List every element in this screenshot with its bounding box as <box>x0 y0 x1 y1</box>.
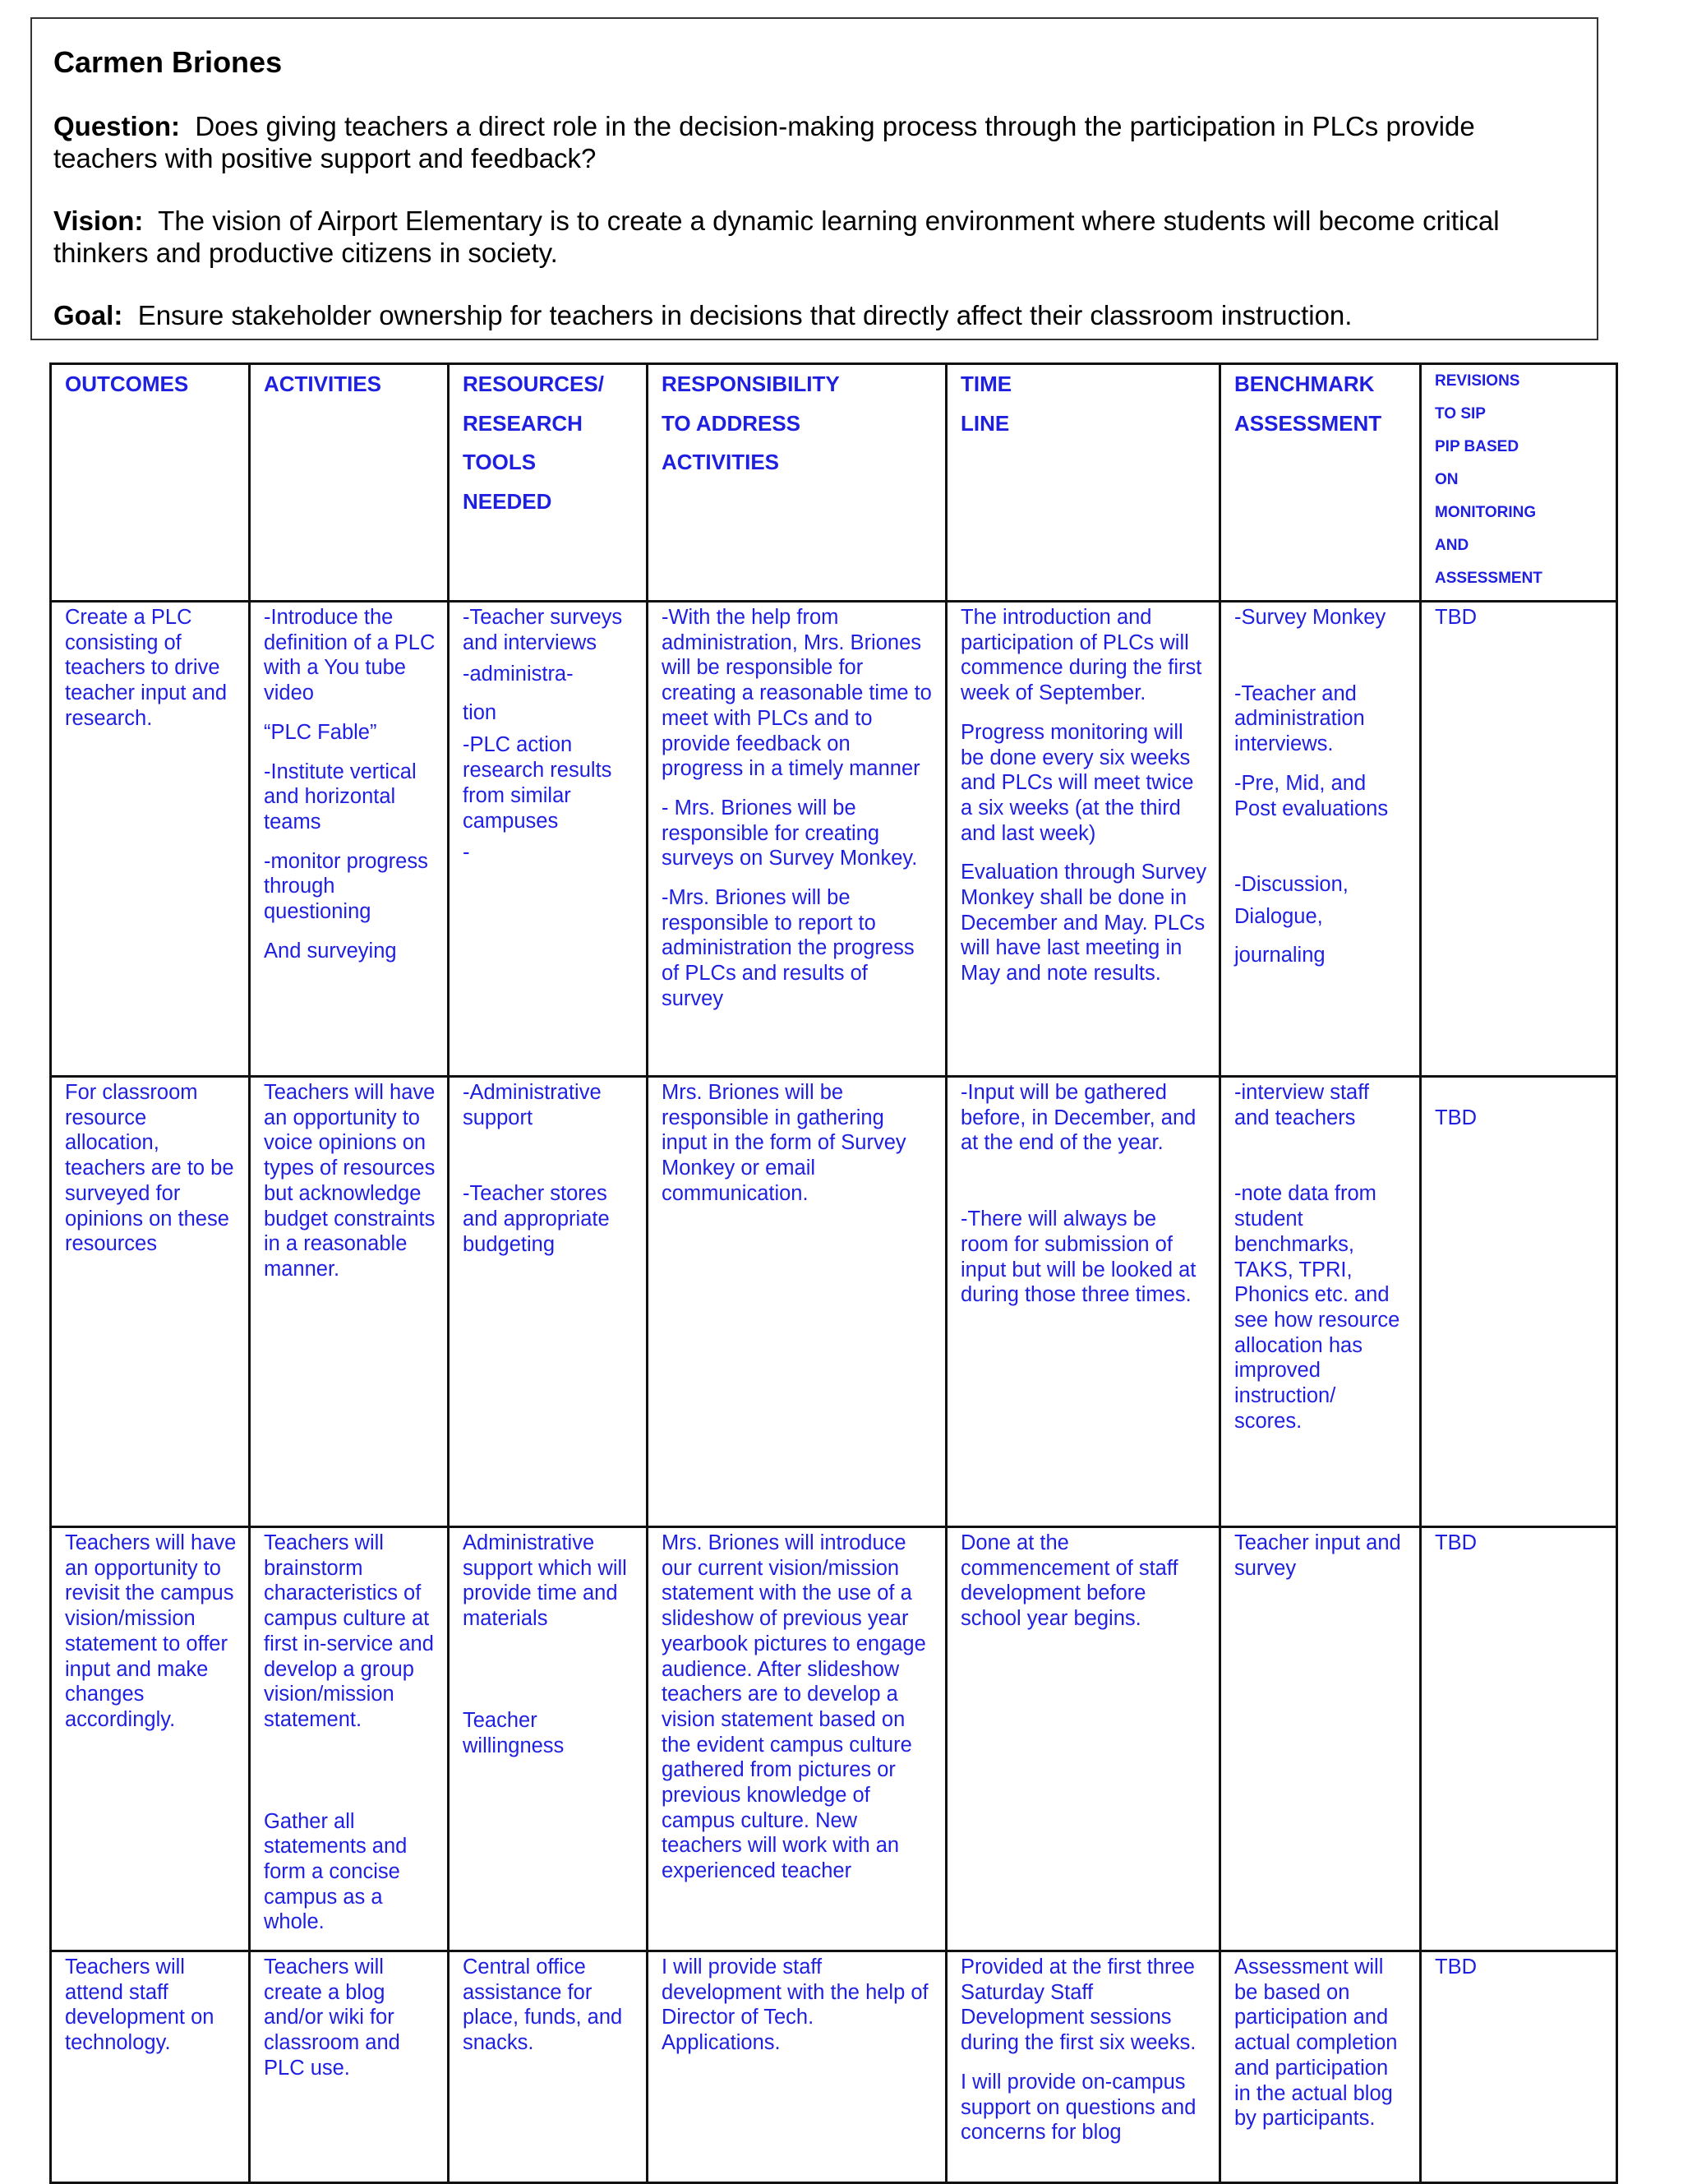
col-header-resources: RESOURCES/ RESEARCH TOOLS NEEDED <box>449 364 648 602</box>
table-row <box>51 1527 1617 1951</box>
col-header-responsibility: RESPONSIBILITY TO ADDRESS ACTIVITIES <box>648 364 947 602</box>
author-name: Carmen Briones <box>53 45 283 79</box>
table-cell: Provided at the first three Saturday Staff Development sessions during the first six weeks. I will provide on-campus support on questions and concerns for blog <box>947 1951 1220 2183</box>
table-cell: The introduction and participation of PLCs will commence during the first week of September. Progress monitoring will be done every six weeks and PLCs will meet twice a six weeks (at the third and last week) Evaluation through Survey Monkey shall be done in December and May. PLCs will have last meeting in May and note results. <box>947 602 1220 1077</box>
col-header-outcomes: OUTCOMES <box>51 364 250 602</box>
plan-header-box <box>30 17 1598 340</box>
col-header-revisions: REVISIONS TO SIP PIP BASED ON MONITORING AND ASSESSMENT <box>1421 364 1617 602</box>
header-row <box>51 364 1617 602</box>
col-header-timeline: TIME LINE <box>947 364 1220 602</box>
table-row <box>51 602 1617 1077</box>
table-cell: TBD <box>1421 602 1617 1077</box>
vision-label: Vision: <box>53 205 144 236</box>
table-cell: Assessment will be based on participation and actual completion and participation in the actual blog by participants. <box>1220 1951 1421 2183</box>
table-cell: Done at the commencement of staff development before school year begins. <box>947 1527 1220 1951</box>
table-cell: -Introduce the definition of a PLC with a You tube video “PLC Fable” -Institute vertical and horizontal teams -monitor progress through questioning And surveying <box>250 602 449 1077</box>
table-row <box>51 1077 1617 1527</box>
table-cell: Create a PLC consisting of teachers to drive teacher input and research. <box>51 602 250 1077</box>
table-cell: TBD <box>1421 1951 1617 2183</box>
col-header-activities: ACTIVITIES <box>250 364 449 602</box>
table-cell: Mrs. Briones will introduce our current vision/mission statement with the use of a slideshow of previous year yearbook pictures to engage audience. After slideshow teachers are to develop a vision statement based on the evident campus culture gathered from pictures or previous knowledge of campus culture. New teachers will work with an experienced teacher <box>648 1527 947 1951</box>
action-plan-table <box>49 362 1618 2184</box>
table-cell: Teachers will have an opportunity to voice opinions on types of resources but acknowledge budget constraints in a reasonable manner. <box>250 1077 449 1527</box>
table-cell: -Input will be gathered before, in December, and at the end of the year. -There will always be room for submission of input but will be looked at during those three times. <box>947 1077 1220 1527</box>
table-cell: Teachers will have an opportunity to revisit the campus vision/mission statement to offer input and make changes accordingly. <box>51 1527 250 1951</box>
vision-text: The vision of Airport Elementary is to create a dynamic learning environment where students will become critical thinkers and productive citizens in society. <box>53 205 1500 268</box>
table-cell: TBD <box>1421 1527 1617 1951</box>
table-cell: Central office assistance for place, funds, and snacks. <box>449 1951 648 2183</box>
table-cell: Administrative support which will provide time and materials Teacher willingness <box>449 1527 648 1951</box>
table-cell: Teacher input and survey <box>1220 1527 1421 1951</box>
table-cell: TBD <box>1421 1077 1617 1527</box>
table-row <box>51 1951 1617 2183</box>
table-cell: -interview staff and teachers -note data from student benchmarks, TAKS, TPRI, Phonics etc. and see how resource allocation has improved instruction/ scores. <box>1220 1077 1421 1527</box>
goal-text: Ensure stakeholder ownership for teachers in decisions that directly affect their classroom instruction. <box>137 300 1353 330</box>
table-cell: Teachers will attend staff development on technology. <box>51 1951 250 2183</box>
table-cell: Mrs. Briones will be responsible in gathering input in the form of Survey Monkey or email communication. <box>648 1077 947 1527</box>
table-cell: -Teacher surveys and interviews -administra- tion -PLC action research results from similar campuses - <box>449 602 648 1077</box>
table-cell: -With the help from administration, Mrs. Briones will be responsible for creating a reasonable time to meet with PLCs and to provide feedback on progress in a timely manner - Mrs. Briones will be responsible for creating surveys on Survey Monkey. -Mrs. Briones will be responsible to report to administration the progress of PLCs and results of survey <box>648 602 947 1077</box>
table-cell: -Survey Monkey -Teacher and administration interviews. -Pre, Mid, and Post evaluations -Discussion, Dialogue, journaling <box>1220 602 1421 1077</box>
table-cell: Teachers will brainstorm characteristics of campus culture at first in-service and develop a group vision/mission statement. Gather all statements and form a concise campus as a whole. <box>250 1527 449 1951</box>
question-text: Does giving teachers a direct role in the decision-making process through the participation in PLCs provide teachers with positive support and feedback? <box>53 111 1475 173</box>
table-cell: Teachers will create a blog and/or wiki for classroom and PLC use. <box>250 1951 449 2183</box>
question-label: Question: <box>53 111 180 141</box>
table-header <box>51 364 1617 602</box>
vision-paragraph <box>53 205 1575 269</box>
goal-label: Goal: <box>53 300 123 330</box>
goal-paragraph <box>53 299 1575 331</box>
question-paragraph <box>53 110 1575 174</box>
table-cell: For classroom resource allocation, teachers are to be surveyed for opinions on these resources <box>51 1077 250 1527</box>
table-cell: I will provide staff development with the help of Director of Tech. Applications. <box>648 1951 947 2183</box>
col-header-benchmark: BENCHMARK ASSESSMENT <box>1220 364 1421 602</box>
table-cell: -Administrative support -Teacher stores and appropriate budgeting <box>449 1077 648 1527</box>
